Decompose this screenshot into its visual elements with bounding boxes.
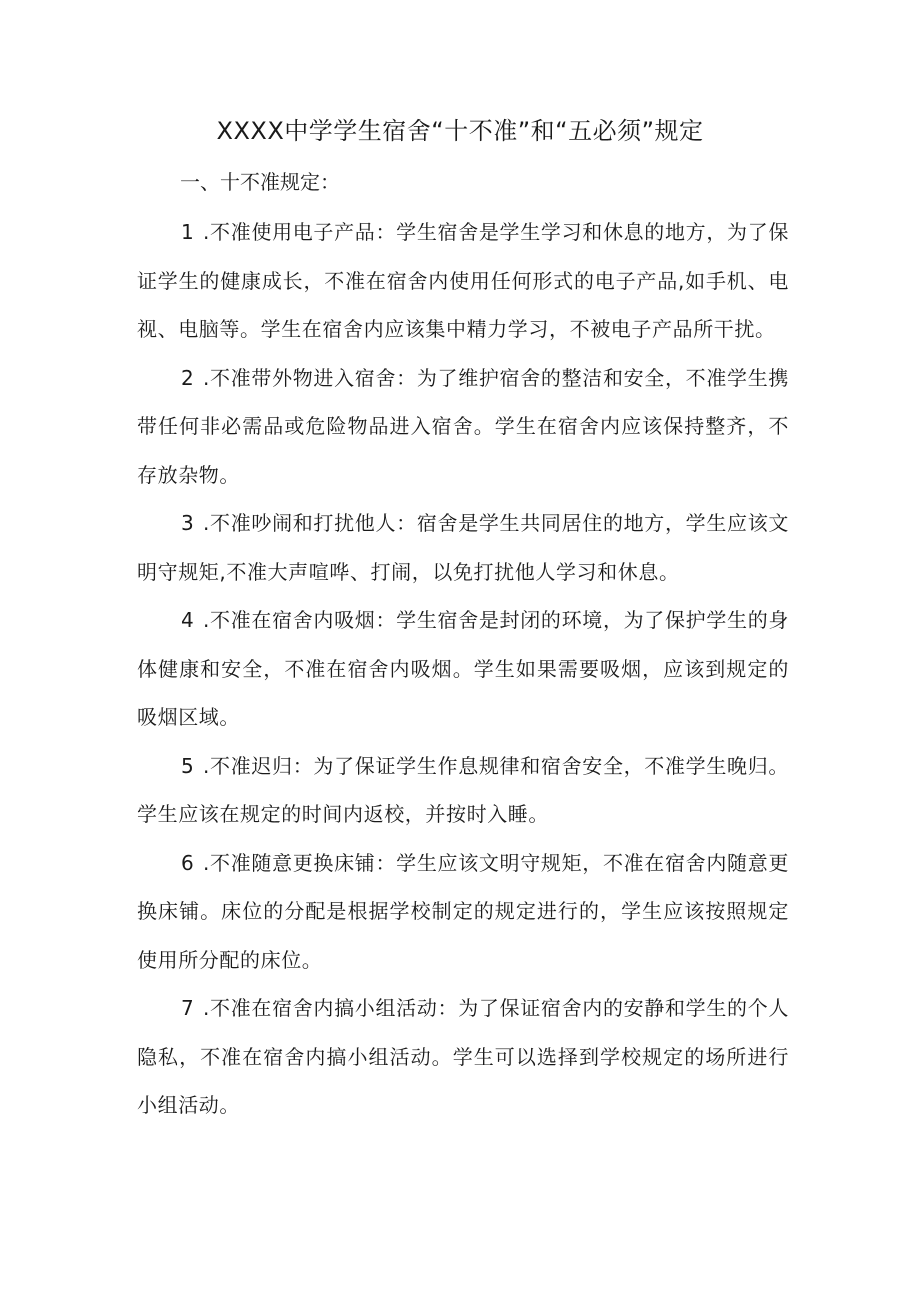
document-title: XXXX中学学生宿舍“十不准”和“五必须”规定 [216,117,704,145]
rules-list [137,208,789,1130]
rule-text: .不准使用电子产品：学生宿舍是学生学习和休息的地方，为了保证学生的健康成长，不准在宿舍内使用任何形式的电子产品,如手机、电视、电脑等。学生在宿舍内应该集中精力学习，不被电子产品所干扰。 [137,220,789,341]
section-heading: 一、十不准规定： [180,170,340,194]
rule-text: .不准随意更换床铺：学生应该文明守规矩，不准在宿舍内随意更换床铺。床位的分配是根据学校制定的规定进行的，学生应该按照规定使用所分配的床位。 [137,850,789,972]
rule-number: 1 [181,220,195,244]
rule-number: 4 [181,608,195,632]
rule-text: .不准吵闹和打扰他人：宿舍是学生共同居住的地方，学生应该文明守规矩,不准大声喧哗、打闹，以免打扰他人学习和休息。 [137,511,789,584]
rule-item-3 [137,499,789,596]
rule-text: .不准带外物进入宿舍：为了维护宿舍的整洁和安全，不准学生携带任何非必需品或危险物品进入宿舍。学生在宿舍内应该保持整齐，不存放杂物。 [137,365,789,487]
rule-item-1 [137,208,789,354]
rule-item-4 [137,596,789,742]
rule-text: .不准迟归：为了保证学生作息规律和宿舍安全，不准学生晚归。学生应该在规定的时间内返校，并按时入睡。 [137,753,789,826]
rule-number: 2 [181,365,195,390]
rule-number: 6 [181,850,195,875]
rule-number: 5 [181,753,195,778]
rule-item-2 [137,354,789,500]
rule-number: 3 [181,511,195,535]
rule-text: .不准在宿舍内吸烟：学生宿舍是封闭的环境，为了保护学生的身体健康和安全，不准在宿舍内吸烟。学生如果需要吸烟，应该到规定的吸烟区域。 [137,608,789,729]
rule-number: 7 [181,996,195,1020]
rule-text: .不准在宿舍内搞小组活动：为了保证宿舍内的安静和学生的个人隐私，不准在宿舍内搞小组活动。学生可以选择到学校规定的场所进行小组活动。 [137,996,789,1117]
rule-item-7 [137,984,789,1130]
rule-item-5 [137,742,789,839]
rule-item-6 [137,839,789,985]
